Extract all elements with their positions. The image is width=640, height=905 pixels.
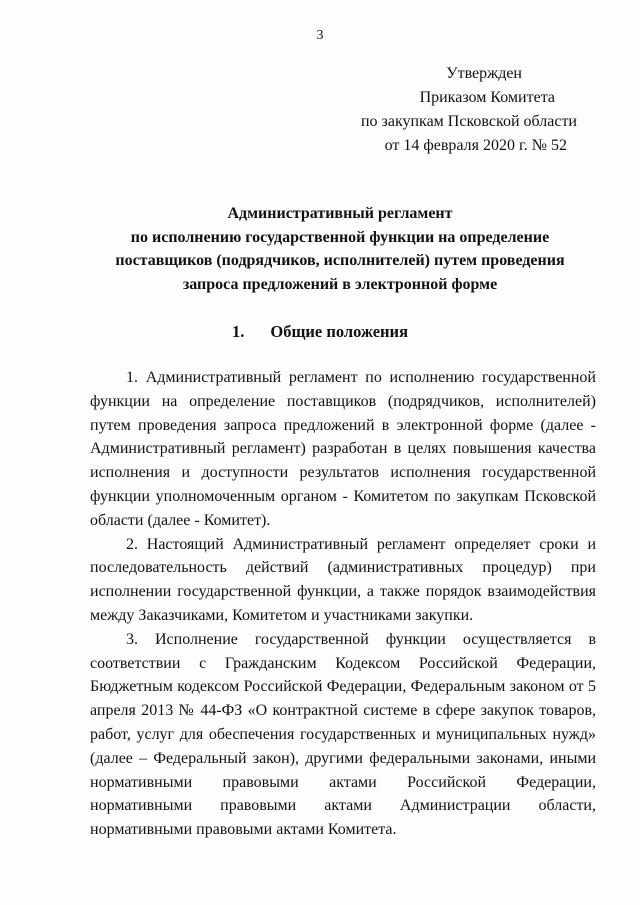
title-line-4: запроса предложений в электронной форме [182,275,498,293]
section-title: Общие положения [270,322,408,341]
approval-line-order: Приказом Комитета [419,89,555,106]
approval-line-committee: по закупкам Псковской области [360,113,577,130]
approval-block [317,62,577,158]
page-number: 3 [316,28,324,43]
title-line-1: Административный регламент [227,205,453,222]
approval-line-date: от 14 февраля 2020 г. № 52 [384,137,567,154]
paragraph-2: 2. Настоящий Административный регламент определяет сроки и последовательность действий (административных процедур) при исполнении государственной функции, а также порядок взаимодействия между Заказчиками, Комитетом и участниками закупки. [90,535,596,624]
document-body [90,366,596,842]
title-line-3: поставщиков (подрядчиков, исполнителей) путем проведения [115,252,565,269]
title-line-2: по исполнению государственной функции на определение [130,228,550,246]
paragraph-3: 3. Исполнение государственной функции осуществляется в соответствии с Гражданским Кодексом Российской Федерации, Бюджетным кодексом Российской Федерации, Федеральным законом от 5 апреля 2013 № 44-ФЗ «О контрактной системе в сфере закупок товаров, работ, услуг для обеспечения государственных и муниципальных нужд» (далее – Федеральный закон), другими федеральными законами, иными нормативными правовыми актами Российской Федерации, нормативными правовыми актами Администрации области, нормативными правовыми актами Комитета. [90,630,596,839]
section-heading [0,322,640,342]
section-number: 1. [232,322,245,341]
paragraph-1: 1. Административный регламент по исполнению государственной функции на определение поставщиков (подрядчиков, исполнителей) путем проведения запроса предложений в электронной форме (далее - Административный регламент) разработан в целях повышения качества исполнения и доступности результатов исполнения государственной функции уполномоченным органом - Комитетом по закупкам Псковской области (далее - Комитет). [90,369,596,529]
approval-line-approved: Утвержден [446,65,522,82]
document-title [80,202,600,296]
